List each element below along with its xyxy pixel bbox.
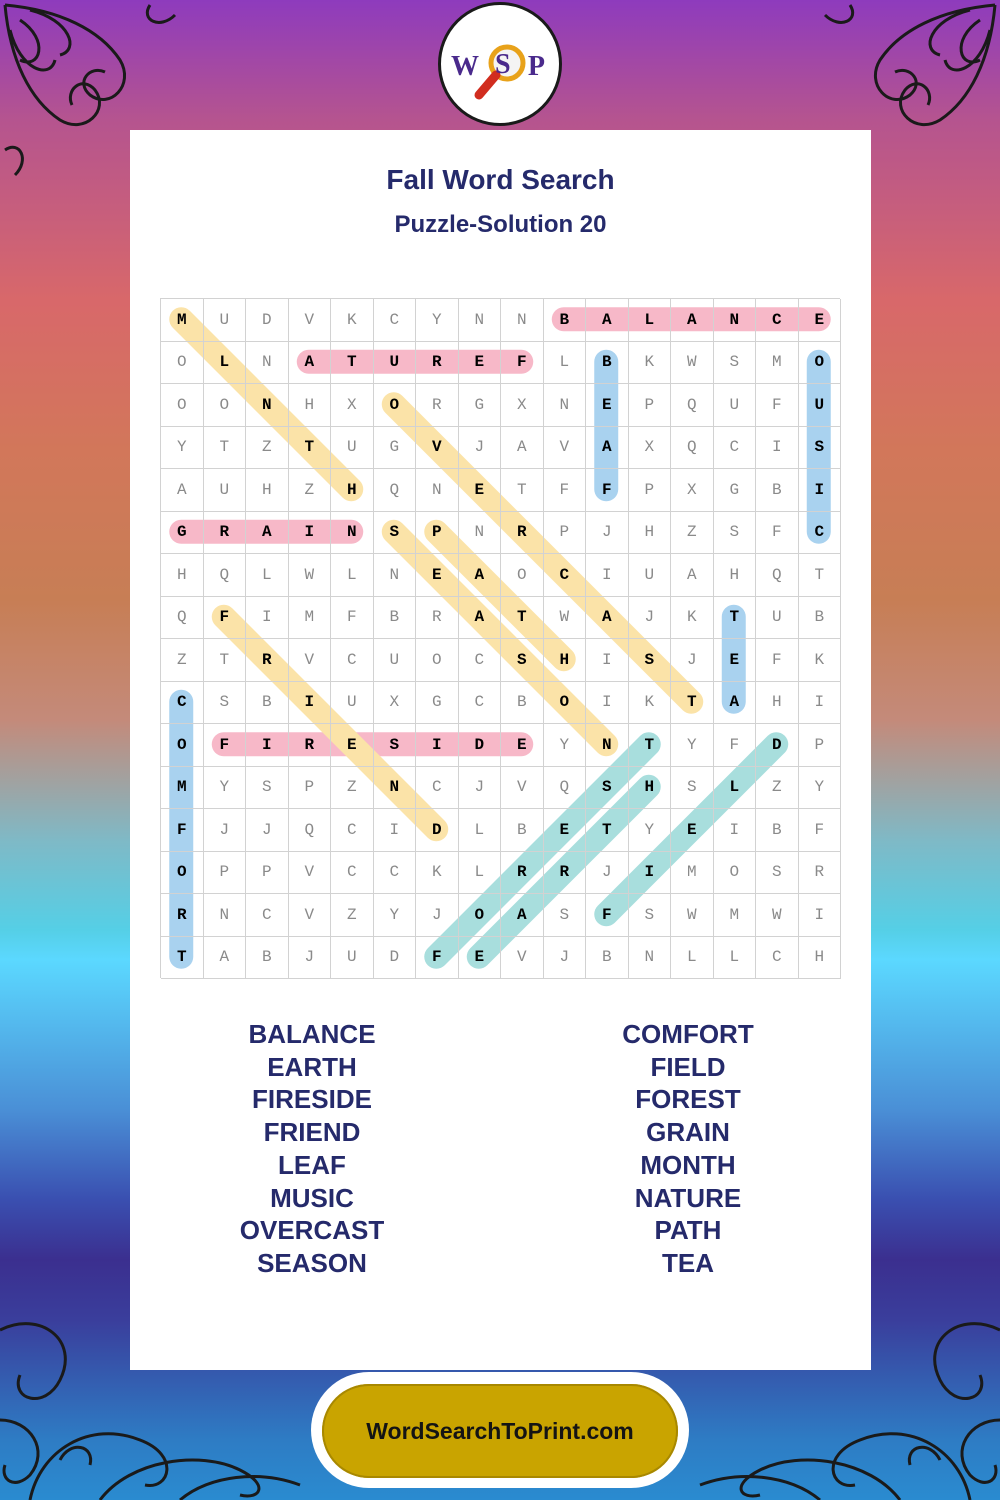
grid-cell[interactable]: T bbox=[799, 554, 842, 597]
grid-cell[interactable]: B bbox=[586, 342, 629, 385]
grid-cell[interactable]: R bbox=[416, 384, 459, 427]
grid-cell[interactable]: C bbox=[459, 682, 502, 725]
word-list-item: MONTH bbox=[640, 1149, 736, 1180]
grid-cell[interactable]: N bbox=[501, 299, 544, 342]
grid-cell[interactable]: N bbox=[629, 937, 672, 980]
grid-cell[interactable]: H bbox=[629, 512, 672, 555]
grid-cell[interactable]: C bbox=[756, 937, 799, 980]
grid-cell[interactable]: U bbox=[799, 384, 842, 427]
grid-cell[interactable]: P bbox=[204, 852, 247, 895]
grid-cell[interactable]: U bbox=[204, 469, 247, 512]
grid-cell[interactable]: E bbox=[416, 554, 459, 597]
grid-cell[interactable]: Y bbox=[374, 894, 417, 937]
grid-cell[interactable]: D bbox=[459, 724, 502, 767]
grid-cell[interactable]: Y bbox=[671, 724, 714, 767]
grid-cell[interactable]: Y bbox=[544, 724, 587, 767]
grid-cell[interactable]: T bbox=[671, 682, 714, 725]
grid-cell[interactable]: S bbox=[714, 512, 757, 555]
word-list-item: BALANCE bbox=[248, 1019, 376, 1049]
grid-cell[interactable]: F bbox=[331, 597, 374, 640]
grid-cell[interactable]: O bbox=[544, 682, 587, 725]
grid-cell[interactable]: H bbox=[246, 469, 289, 512]
grid-cell[interactable]: A bbox=[246, 512, 289, 555]
grid-cell[interactable]: T bbox=[289, 427, 332, 470]
grid-cell[interactable]: X bbox=[374, 682, 417, 725]
grid-cell[interactable]: L bbox=[714, 937, 757, 980]
grid-cell[interactable]: G bbox=[161, 512, 204, 555]
grid-cell[interactable]: A bbox=[459, 554, 502, 597]
grid-cell[interactable]: R bbox=[416, 342, 459, 385]
word-list-item: MUSIC bbox=[270, 1182, 354, 1213]
word-list-item: FOREST bbox=[635, 1084, 741, 1115]
grid-cell[interactable]: U bbox=[331, 937, 374, 980]
grid-cell[interactable]: I bbox=[756, 427, 799, 470]
grid-cell[interactable]: T bbox=[501, 597, 544, 640]
grid-cell[interactable]: D bbox=[374, 937, 417, 980]
grid-cell[interactable]: B bbox=[501, 682, 544, 725]
grid-cell[interactable]: U bbox=[331, 427, 374, 470]
grid-cell[interactable]: S bbox=[586, 767, 629, 810]
grid-cell[interactable]: D bbox=[416, 809, 459, 852]
grid-cell[interactable]: O bbox=[204, 384, 247, 427]
grid-cell[interactable]: N bbox=[459, 512, 502, 555]
grid-cell[interactable]: S bbox=[629, 639, 672, 682]
grid-cell[interactable]: M bbox=[756, 342, 799, 385]
grid-cell[interactable]: U bbox=[204, 299, 247, 342]
grid-cell[interactable]: U bbox=[629, 554, 672, 597]
grid-cell[interactable]: H bbox=[799, 937, 842, 980]
grid-cell[interactable]: E bbox=[544, 809, 587, 852]
grid-cell[interactable]: C bbox=[374, 299, 417, 342]
grid-cell[interactable]: A bbox=[586, 427, 629, 470]
logo-letter-p: P bbox=[527, 51, 545, 82]
grid-cell[interactable]: H bbox=[161, 554, 204, 597]
grid-cell[interactable]: V bbox=[501, 937, 544, 980]
grid-cell[interactable]: R bbox=[799, 852, 842, 895]
grid-cell[interactable]: L bbox=[331, 554, 374, 597]
puzzle-panel bbox=[130, 130, 871, 1370]
grid-cell[interactable]: T bbox=[501, 469, 544, 512]
grid-cell[interactable]: E bbox=[459, 342, 502, 385]
grid-cell[interactable]: I bbox=[289, 682, 332, 725]
grid-cell[interactable]: Z bbox=[671, 512, 714, 555]
grid-cell[interactable]: L bbox=[246, 554, 289, 597]
word-list-right bbox=[538, 1018, 838, 1280]
grid-cell[interactable]: Q bbox=[671, 427, 714, 470]
grid-cell[interactable]: K bbox=[629, 682, 672, 725]
word-list-item: COMFORT bbox=[622, 1019, 754, 1049]
grid-cell[interactable]: R bbox=[161, 894, 204, 937]
grid-cell[interactable]: F bbox=[586, 894, 629, 937]
grid-cell[interactable]: S bbox=[204, 682, 247, 725]
grid-cell[interactable]: N bbox=[544, 384, 587, 427]
grid-cell[interactable]: W bbox=[756, 894, 799, 937]
grid-cell[interactable]: R bbox=[416, 597, 459, 640]
grid-cell[interactable]: J bbox=[416, 894, 459, 937]
page-title: Fall Word Search bbox=[386, 164, 615, 195]
grid-cell[interactable]: Z bbox=[246, 427, 289, 470]
grid-cell[interactable]: C bbox=[799, 512, 842, 555]
grid-cell[interactable]: W bbox=[544, 597, 587, 640]
grid-cell[interactable]: A bbox=[459, 597, 502, 640]
grid-cell[interactable]: C bbox=[714, 427, 757, 470]
grid-cell[interactable]: R bbox=[246, 639, 289, 682]
grid-cell[interactable]: J bbox=[544, 937, 587, 980]
grid-cell[interactable]: X bbox=[501, 384, 544, 427]
grid-cell[interactable]: U bbox=[756, 597, 799, 640]
grid-cell[interactable]: J bbox=[459, 427, 502, 470]
grid-cell[interactable]: F bbox=[714, 724, 757, 767]
grid-cell[interactable]: V bbox=[289, 299, 332, 342]
grid-cell[interactable]: C bbox=[374, 852, 417, 895]
grid-cell[interactable]: T bbox=[714, 597, 757, 640]
grid-cell[interactable]: I bbox=[799, 894, 842, 937]
word-list-left bbox=[162, 1018, 462, 1280]
grid-cell[interactable]: S bbox=[246, 767, 289, 810]
grid-cell[interactable]: Y bbox=[629, 809, 672, 852]
grid-cell[interactable]: N bbox=[374, 554, 417, 597]
grid-cell[interactable]: Y bbox=[204, 767, 247, 810]
word-list-item: SEASON bbox=[257, 1247, 367, 1278]
grid-cell[interactable]: Q bbox=[289, 809, 332, 852]
grid-cell[interactable]: J bbox=[246, 809, 289, 852]
grid-cell[interactable]: D bbox=[756, 724, 799, 767]
grid-cell[interactable]: F bbox=[416, 937, 459, 980]
grid-cell[interactable]: S bbox=[756, 852, 799, 895]
grid-cell[interactable]: H bbox=[331, 469, 374, 512]
grid-cell[interactable]: Q bbox=[671, 384, 714, 427]
grid-cell[interactable]: P bbox=[416, 512, 459, 555]
grid-cell[interactable]: D bbox=[246, 299, 289, 342]
grid-cell[interactable]: L bbox=[459, 852, 502, 895]
grid-cell[interactable]: C bbox=[331, 639, 374, 682]
grid-cell[interactable]: Y bbox=[416, 299, 459, 342]
grid-cell[interactable]: E bbox=[799, 299, 842, 342]
logo-letter-s: S bbox=[495, 49, 511, 80]
grid-cell[interactable]: T bbox=[331, 342, 374, 385]
grid-cell[interactable]: O bbox=[161, 852, 204, 895]
grid-cell[interactable]: U bbox=[714, 384, 757, 427]
grid-cell[interactable]: K bbox=[416, 852, 459, 895]
word-list-item: EARTH bbox=[267, 1051, 357, 1082]
grid-cell[interactable]: U bbox=[374, 639, 417, 682]
grid-cell[interactable]: F bbox=[204, 724, 247, 767]
grid-cell[interactable]: S bbox=[629, 894, 672, 937]
grid-cell[interactable]: A bbox=[289, 342, 332, 385]
grid-cell[interactable]: V bbox=[544, 427, 587, 470]
grid-cell[interactable]: Z bbox=[289, 469, 332, 512]
grid-cell[interactable]: B bbox=[374, 597, 417, 640]
grid-cell[interactable]: N bbox=[331, 512, 374, 555]
grid-cell[interactable]: V bbox=[501, 767, 544, 810]
grid-cell[interactable]: Q bbox=[161, 597, 204, 640]
grid-cell[interactable]: J bbox=[289, 937, 332, 980]
grid-cell[interactable]: G bbox=[714, 469, 757, 512]
grid-cell[interactable]: T bbox=[629, 724, 672, 767]
wsp-logo[interactable] bbox=[438, 2, 562, 126]
grid-cell[interactable]: A bbox=[501, 427, 544, 470]
grid-cell[interactable]: V bbox=[289, 639, 332, 682]
grid-cell[interactable]: E bbox=[459, 469, 502, 512]
grid-cell[interactable]: W bbox=[671, 894, 714, 937]
grid-cell[interactable]: N bbox=[459, 299, 502, 342]
word-list-item: FRIEND bbox=[263, 1117, 361, 1148]
grid-cell[interactable]: F bbox=[161, 809, 204, 852]
grid-cell[interactable]: O bbox=[416, 639, 459, 682]
grid-cell[interactable]: I bbox=[586, 682, 629, 725]
grid-cell[interactable]: P bbox=[544, 512, 587, 555]
grid-cell[interactable]: Y bbox=[161, 427, 204, 470]
grid-cell[interactable]: T bbox=[161, 937, 204, 980]
grid-cell[interactable]: P bbox=[246, 852, 289, 895]
grid-cell[interactable]: I bbox=[289, 512, 332, 555]
grid-cell[interactable]: F bbox=[756, 639, 799, 682]
grid-cell[interactable]: B bbox=[246, 937, 289, 980]
grid-cell[interactable]: F bbox=[544, 469, 587, 512]
grid-cell[interactable]: L bbox=[544, 342, 587, 385]
grid-cell[interactable]: H bbox=[629, 767, 672, 810]
grid-cell[interactable]: S bbox=[374, 724, 417, 767]
grid-cell[interactable]: B bbox=[799, 597, 842, 640]
grid-cell[interactable]: K bbox=[799, 639, 842, 682]
grid-cell[interactable]: R bbox=[204, 512, 247, 555]
grid-cell[interactable]: Y bbox=[799, 767, 842, 810]
grid-cell[interactable]: C bbox=[416, 767, 459, 810]
grid-cell[interactable]: L bbox=[671, 937, 714, 980]
grid-cell[interactable]: K bbox=[629, 342, 672, 385]
grid-cell[interactable]: S bbox=[714, 342, 757, 385]
grid-cell[interactable]: Q bbox=[544, 767, 587, 810]
page-subtitle: Puzzle-Solution 20 bbox=[394, 211, 607, 238]
grid-cell[interactable]: J bbox=[586, 512, 629, 555]
grid-cell[interactable]: R bbox=[544, 852, 587, 895]
grid-cell[interactable]: V bbox=[289, 852, 332, 895]
grid-cell[interactable]: B bbox=[756, 469, 799, 512]
grid-cell[interactable]: S bbox=[799, 427, 842, 470]
grid-cell[interactable]: O bbox=[501, 554, 544, 597]
grid-cell[interactable]: I bbox=[799, 469, 842, 512]
grid-cell[interactable]: E bbox=[586, 384, 629, 427]
grid-cell[interactable]: E bbox=[331, 724, 374, 767]
word-list-item: FIRESIDE bbox=[252, 1084, 372, 1115]
grid-cell[interactable]: N bbox=[374, 767, 417, 810]
grid-cell[interactable]: F bbox=[501, 342, 544, 385]
grid-cell[interactable]: N bbox=[714, 299, 757, 342]
grid-cell[interactable]: A bbox=[671, 299, 714, 342]
grid-cell[interactable]: I bbox=[416, 724, 459, 767]
grid-cell[interactable]: P bbox=[289, 767, 332, 810]
letter-grid bbox=[160, 298, 840, 978]
grid-cell[interactable]: O bbox=[714, 852, 757, 895]
grid-cell[interactable]: A bbox=[161, 469, 204, 512]
grid-cell[interactable]: X bbox=[629, 427, 672, 470]
grid-cell[interactable]: S bbox=[501, 639, 544, 682]
grid-cell[interactable]: X bbox=[331, 384, 374, 427]
grid-cell[interactable]: O bbox=[459, 894, 502, 937]
grid-cell[interactable]: U bbox=[374, 342, 417, 385]
word-list-item: FIELD bbox=[650, 1051, 726, 1082]
logo-letter-w: W bbox=[451, 51, 479, 82]
grid-cell[interactable]: G bbox=[459, 384, 502, 427]
grid-cell[interactable]: B bbox=[501, 809, 544, 852]
grid-cell[interactable]: Z bbox=[161, 639, 204, 682]
grid-cell[interactable]: C bbox=[544, 554, 587, 597]
grid-cell[interactable]: M bbox=[671, 852, 714, 895]
grid-cell[interactable]: H bbox=[289, 384, 332, 427]
grid-cell[interactable]: J bbox=[671, 639, 714, 682]
grid-cell[interactable]: C bbox=[331, 852, 374, 895]
grid-cell[interactable]: H bbox=[756, 682, 799, 725]
grid-cell[interactable]: W bbox=[289, 554, 332, 597]
word-list-item: TEA bbox=[662, 1247, 714, 1278]
grid-cell[interactable]: N bbox=[246, 384, 289, 427]
grid-cell[interactable]: O bbox=[161, 724, 204, 767]
grid-cell[interactable]: I bbox=[799, 682, 842, 725]
grid-cell[interactable]: O bbox=[374, 384, 417, 427]
grid-cell[interactable]: C bbox=[246, 894, 289, 937]
grid-cell[interactable]: R bbox=[501, 512, 544, 555]
grid-cell[interactable]: B bbox=[246, 682, 289, 725]
grid-cell[interactable]: P bbox=[629, 469, 672, 512]
grid-cell[interactable]: P bbox=[799, 724, 842, 767]
grid-cell[interactable]: X bbox=[671, 469, 714, 512]
grid-cell[interactable]: I bbox=[246, 724, 289, 767]
grid-cell[interactable]: R bbox=[289, 724, 332, 767]
grid-cell[interactable]: F bbox=[586, 469, 629, 512]
grid-cell[interactable]: L bbox=[714, 767, 757, 810]
grid-cell[interactable]: R bbox=[501, 852, 544, 895]
grid-cell[interactable]: H bbox=[544, 639, 587, 682]
grid-cell[interactable]: A bbox=[714, 682, 757, 725]
grid-cell[interactable]: L bbox=[629, 299, 672, 342]
word-list-item: PATH bbox=[654, 1215, 722, 1246]
grid-cell[interactable]: I bbox=[374, 809, 417, 852]
grid-cell[interactable]: F bbox=[756, 384, 799, 427]
grid-cell[interactable]: A bbox=[586, 299, 629, 342]
grid-cell[interactable]: A bbox=[204, 937, 247, 980]
grid-cell[interactable]: C bbox=[756, 299, 799, 342]
grid-cell[interactable]: M bbox=[714, 894, 757, 937]
grid-cell[interactable]: K bbox=[671, 597, 714, 640]
grid-cell[interactable]: T bbox=[204, 639, 247, 682]
grid-cell[interactable]: F bbox=[756, 512, 799, 555]
grid-cell[interactable]: Z bbox=[756, 767, 799, 810]
grid-cell[interactable]: N bbox=[246, 342, 289, 385]
grid-cell[interactable]: O bbox=[161, 342, 204, 385]
grid-cell[interactable]: G bbox=[416, 682, 459, 725]
grid-cell[interactable]: O bbox=[799, 342, 842, 385]
grid-cell[interactable]: B bbox=[544, 299, 587, 342]
grid-cell[interactable]: V bbox=[416, 427, 459, 470]
grid-cell[interactable]: T bbox=[204, 427, 247, 470]
grid-cell[interactable]: L bbox=[204, 342, 247, 385]
grid-cell[interactable]: J bbox=[586, 852, 629, 895]
grid-cell[interactable]: M bbox=[289, 597, 332, 640]
grid-cell[interactable]: I bbox=[586, 554, 629, 597]
grid-cell[interactable]: V bbox=[289, 894, 332, 937]
grid-cell[interactable]: Z bbox=[331, 894, 374, 937]
grid-cell[interactable]: I bbox=[586, 639, 629, 682]
grid-cell[interactable]: A bbox=[501, 894, 544, 937]
grid-cell[interactable]: J bbox=[204, 809, 247, 852]
grid-cell[interactable]: N bbox=[586, 724, 629, 767]
grid-cell[interactable]: E bbox=[714, 639, 757, 682]
grid-cell[interactable]: J bbox=[459, 767, 502, 810]
grid-cell[interactable]: N bbox=[204, 894, 247, 937]
grid-cell[interactable]: S bbox=[671, 767, 714, 810]
grid-cell[interactable]: N bbox=[416, 469, 459, 512]
grid-cell[interactable]: O bbox=[161, 384, 204, 427]
word-list-item: LEAF bbox=[278, 1149, 346, 1180]
grid-cell[interactable]: F bbox=[204, 597, 247, 640]
grid-cell[interactable]: A bbox=[586, 597, 629, 640]
grid-cell[interactable]: M bbox=[161, 767, 204, 810]
grid-cell[interactable]: S bbox=[374, 512, 417, 555]
word-list-item: GRAIN bbox=[646, 1117, 730, 1148]
grid-cell[interactable]: E bbox=[501, 724, 544, 767]
grid-cell[interactable]: T bbox=[586, 809, 629, 852]
grid-cell[interactable]: E bbox=[459, 937, 502, 980]
word-search-area bbox=[160, 298, 840, 978]
grid-cell[interactable]: K bbox=[331, 299, 374, 342]
grid-cell[interactable]: M bbox=[161, 299, 204, 342]
grid-cell[interactable]: C bbox=[331, 809, 374, 852]
site-link-button[interactable]: WordSearchToPrint.com bbox=[322, 1384, 678, 1478]
grid-cell[interactable]: Z bbox=[331, 767, 374, 810]
grid-cell[interactable]: I bbox=[714, 809, 757, 852]
grid-cell[interactable]: P bbox=[629, 384, 672, 427]
grid-cell[interactable]: E bbox=[671, 809, 714, 852]
grid-cell[interactable]: I bbox=[246, 597, 289, 640]
grid-cell[interactable]: I bbox=[629, 852, 672, 895]
grid-cell[interactable]: U bbox=[331, 682, 374, 725]
grid-cell[interactable]: H bbox=[714, 554, 757, 597]
grid-cell[interactable]: W bbox=[671, 342, 714, 385]
grid-cell[interactable]: J bbox=[629, 597, 672, 640]
grid-cell[interactable]: L bbox=[459, 809, 502, 852]
grid-cell[interactable]: C bbox=[161, 682, 204, 725]
grid-cell[interactable]: C bbox=[459, 639, 502, 682]
grid-cell[interactable]: G bbox=[374, 427, 417, 470]
grid-cell[interactable]: A bbox=[671, 554, 714, 597]
word-list-item: NATURE bbox=[634, 1182, 742, 1213]
grid-cell[interactable]: B bbox=[586, 937, 629, 980]
grid-cell[interactable]: Q bbox=[374, 469, 417, 512]
grid-cell[interactable]: Q bbox=[204, 554, 247, 597]
grid-cell[interactable]: Q bbox=[756, 554, 799, 597]
word-list-item: OVERCAST bbox=[239, 1215, 385, 1246]
grid-cell[interactable]: S bbox=[544, 894, 587, 937]
grid-cell[interactable]: F bbox=[799, 809, 842, 852]
grid-cell[interactable]: B bbox=[756, 809, 799, 852]
